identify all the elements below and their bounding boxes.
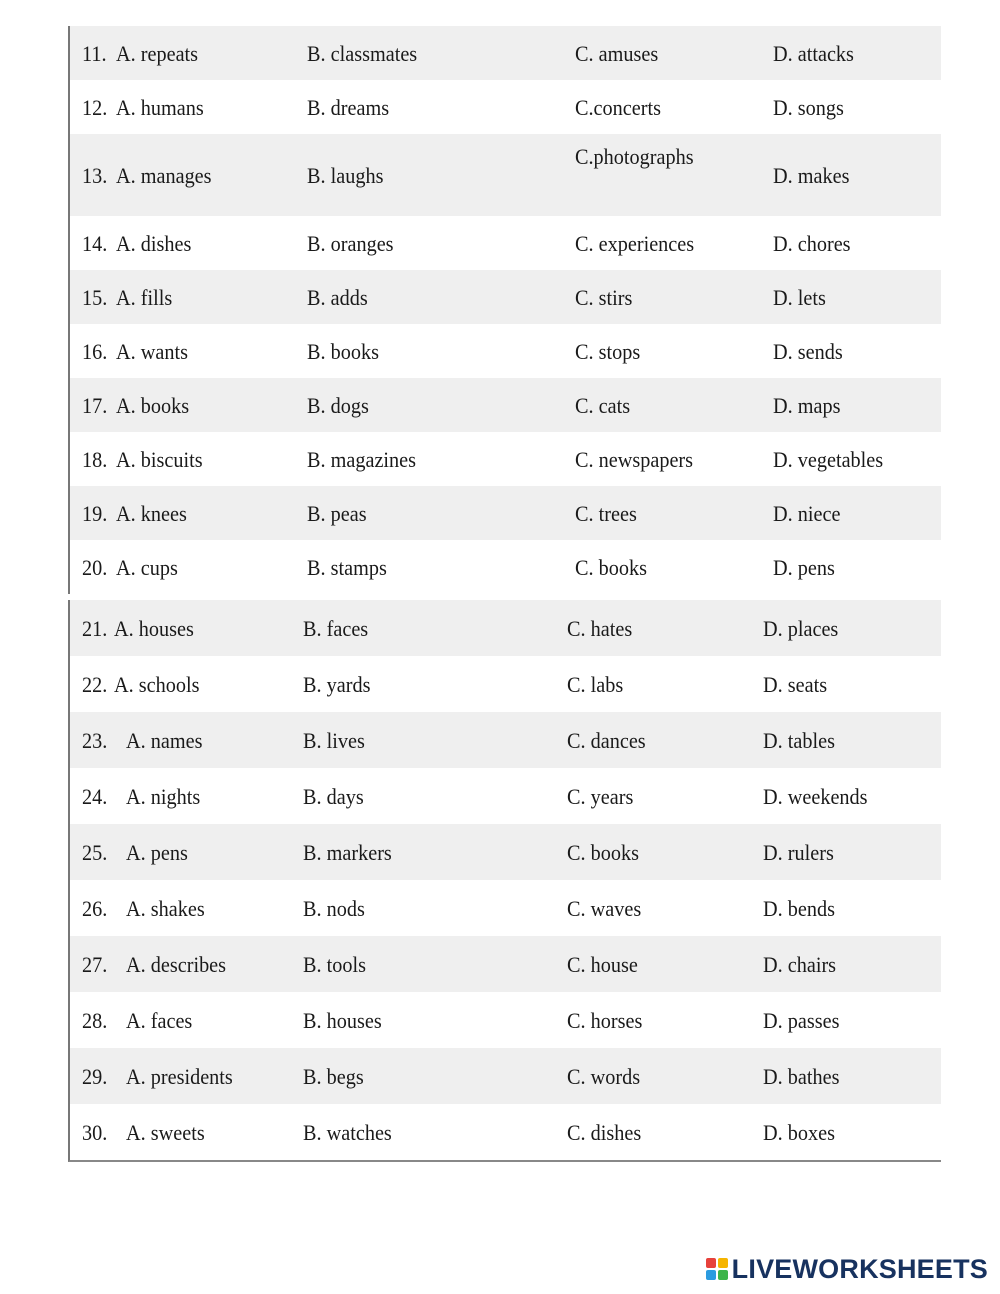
question-number: 17.: [82, 393, 108, 418]
question-number: 30.: [82, 1120, 108, 1145]
option-a: A. dishes: [116, 231, 192, 256]
question-row: [70, 270, 941, 324]
question-number: 22.: [82, 672, 108, 697]
option-c: C. labs: [567, 672, 624, 697]
question-row: [70, 540, 941, 594]
question-number: 21.: [82, 616, 108, 641]
option-a: A. manages: [116, 163, 212, 188]
question-number: 18.: [82, 447, 108, 472]
liveworksheets-logo-icon: [706, 1258, 728, 1280]
question-block-21-30: [68, 600, 941, 1162]
question-number: 11.: [82, 41, 107, 66]
option-c: C. stirs: [575, 285, 633, 310]
option-b: B. books: [307, 339, 379, 364]
question-row: [70, 134, 941, 216]
option-a: A. humans: [116, 95, 204, 120]
option-d: D. lets: [773, 285, 826, 310]
option-a: A. schools: [114, 672, 200, 697]
option-b: B. markers: [303, 840, 392, 865]
option-d: D. rulers: [763, 840, 834, 865]
question-row: [70, 432, 941, 486]
option-a: A. faces: [126, 1008, 193, 1033]
option-b: B. oranges: [307, 231, 394, 256]
option-d: D. makes: [773, 163, 850, 188]
option-d: D. passes: [763, 1008, 840, 1033]
question-number: 25.: [82, 840, 108, 865]
option-b: B. watches: [303, 1120, 392, 1145]
option-d: D. vegetables: [773, 447, 884, 472]
question-row: [70, 378, 941, 432]
question-row: [70, 992, 941, 1048]
logo-square: [718, 1270, 728, 1280]
option-c: C.photographs: [575, 144, 694, 169]
option-c: C. house: [567, 952, 638, 977]
option-a: A. pens: [126, 840, 188, 865]
question-row: [70, 216, 941, 270]
option-b: B. laughs: [307, 163, 384, 188]
option-a: A. knees: [116, 501, 187, 526]
option-b: B. peas: [307, 501, 367, 526]
option-c: C. newspapers: [575, 447, 694, 472]
option-b: B. faces: [303, 616, 369, 641]
option-a: A. cups: [116, 555, 178, 580]
question-row: [70, 324, 941, 378]
question-number: 20.: [82, 555, 108, 580]
option-c: C. hates: [567, 616, 633, 641]
option-c: C. horses: [567, 1008, 643, 1033]
question-row: [70, 80, 941, 134]
option-a: A. fills: [116, 285, 173, 310]
option-a: A. wants: [116, 339, 188, 364]
question-row: [70, 712, 941, 768]
option-d: D. boxes: [763, 1120, 835, 1145]
option-a: A. books: [116, 393, 190, 418]
option-b: B. classmates: [307, 41, 418, 66]
option-d: D. tables: [763, 728, 835, 753]
question-number: 23.: [82, 728, 108, 753]
option-b: B. days: [303, 784, 364, 809]
question-number: 28.: [82, 1008, 108, 1033]
logo-square: [706, 1270, 716, 1280]
option-c: C. waves: [567, 896, 642, 921]
question-row: [70, 936, 941, 992]
option-a: A. sweets: [126, 1120, 205, 1145]
question-row: [70, 768, 941, 824]
option-a: A. names: [126, 728, 203, 753]
question-number: 13.: [82, 163, 108, 188]
option-d: D. pens: [773, 555, 835, 580]
option-c: C. dances: [567, 728, 646, 753]
option-b: B. dreams: [307, 95, 390, 120]
question-row: [70, 26, 941, 80]
option-a: A. repeats: [116, 41, 199, 66]
liveworksheets-logo-text: LIVEWORKSHEETS: [731, 1253, 988, 1284]
question-row: [70, 656, 941, 712]
option-b: B. lives: [303, 728, 365, 753]
logo-square: [706, 1258, 716, 1268]
option-d: D. niece: [773, 501, 841, 526]
option-c: C. cats: [575, 393, 631, 418]
option-d: D. chairs: [763, 952, 837, 977]
option-c: C. trees: [575, 501, 637, 526]
question-row: [70, 1048, 941, 1104]
question-row: [70, 486, 941, 540]
question-row: [70, 1104, 941, 1160]
question-number: 27.: [82, 952, 108, 977]
option-d: D. sends: [773, 339, 843, 364]
option-c: C. experiences: [575, 231, 695, 256]
option-d: D. places: [763, 616, 839, 641]
question-row: [70, 880, 941, 936]
option-d: D. songs: [773, 95, 844, 120]
question-number: 26.: [82, 896, 108, 921]
option-d: D. chores: [773, 231, 851, 256]
question-number: 19.: [82, 501, 108, 526]
question-row: [70, 824, 941, 880]
option-b: B. begs: [303, 1064, 364, 1089]
option-c: C. books: [567, 840, 639, 865]
option-c: C. amuses: [575, 41, 659, 66]
option-a: A. describes: [126, 952, 227, 977]
option-a: A. houses: [114, 616, 194, 641]
worksheet: [68, 26, 941, 1162]
option-b: B. dogs: [307, 393, 369, 418]
option-b: B. stamps: [307, 555, 387, 580]
option-a: A. presidents: [126, 1064, 233, 1089]
option-d: D. seats: [763, 672, 828, 697]
option-b: B. nods: [303, 896, 365, 921]
question-block-11-20: [68, 26, 941, 594]
option-a: A. biscuits: [116, 447, 203, 472]
option-b: B. tools: [303, 952, 366, 977]
question-number: 15.: [82, 285, 108, 310]
liveworksheets-logo: [706, 1252, 988, 1286]
option-a: A. shakes: [126, 896, 205, 921]
option-c: C. dishes: [567, 1120, 642, 1145]
option-d: D. bathes: [763, 1064, 840, 1089]
option-b: B. adds: [307, 285, 368, 310]
option-c: C. stops: [575, 339, 641, 364]
option-c: C. years: [567, 784, 634, 809]
option-c: C. words: [567, 1064, 641, 1089]
option-d: D. attacks: [773, 41, 854, 66]
option-c: C. books: [575, 555, 647, 580]
option-c: C.concerts: [575, 95, 661, 120]
option-b: B. houses: [303, 1008, 382, 1033]
question-number: 24.: [82, 784, 108, 809]
option-b: B. magazines: [307, 447, 417, 472]
question-number: 29.: [82, 1064, 108, 1089]
question-number: 16.: [82, 339, 108, 364]
option-d: D. weekends: [763, 784, 868, 809]
option-a: A. nights: [126, 784, 201, 809]
option-d: D. bends: [763, 896, 835, 921]
logo-square: [718, 1258, 728, 1268]
option-d: D. maps: [773, 393, 841, 418]
question-number: 14.: [82, 231, 108, 256]
option-b: B. yards: [303, 672, 371, 697]
question-number: 12.: [82, 95, 108, 120]
question-row: [70, 600, 941, 656]
